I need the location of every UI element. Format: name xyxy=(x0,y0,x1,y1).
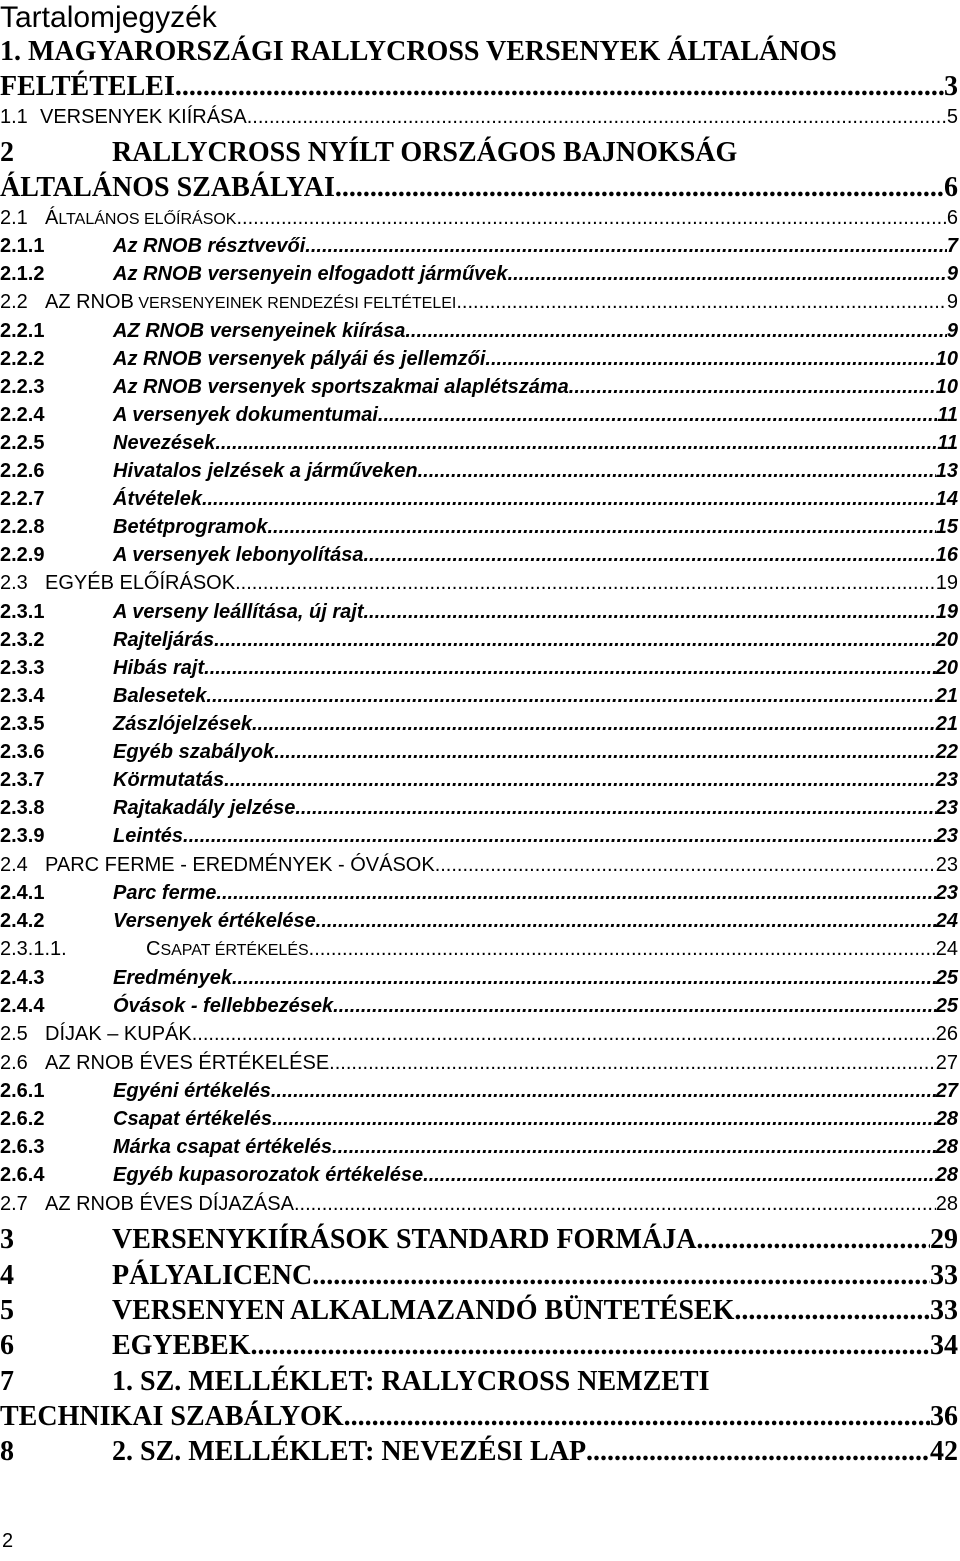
toc-entry-2-3-1-1[interactable] xyxy=(0,938,958,961)
toc-leader xyxy=(214,629,936,652)
toc-entry-2-3-8[interactable] xyxy=(0,797,958,820)
toc-entry-number: 8 xyxy=(0,1436,14,1467)
toc-entry-text: 2. SZ. MELLÉKLET: NEVEZÉSI LAP xyxy=(112,1436,587,1467)
toc-entry-text: FELTÉTELEI xyxy=(0,71,175,102)
toc-entry-number: 4 xyxy=(0,1260,14,1291)
toc-entry-page: 26 xyxy=(935,1023,958,1045)
toc-entry-page: 25 xyxy=(935,967,958,989)
toc-entry-text: Az RNOB versenyek sportszakmai alaplétszáma xyxy=(113,376,569,398)
toc-entry-2-2-4[interactable] xyxy=(0,404,958,427)
toc-entry-page: 23 xyxy=(935,882,958,904)
toc-entry-text: AZ RNOB VERSENYEINEK RENDEZÉSI FELTÉTELEI xyxy=(45,291,457,313)
toc-entry-4[interactable] xyxy=(0,1260,958,1292)
toc-entry-page: 11 xyxy=(937,404,958,426)
toc-title: Tartalomjegyzék xyxy=(0,1,217,34)
toc-entry-text: Óvások - fellebbezések xyxy=(113,995,334,1017)
toc-leader xyxy=(316,910,936,933)
toc-entry-number: 2.4.2 xyxy=(0,910,45,932)
toc-entry-number: 2.2.4 xyxy=(0,404,45,426)
toc-entry-page: 21 xyxy=(935,713,958,735)
toc-entry-text: EGYÉB ELŐÍRÁSOK xyxy=(45,572,236,594)
toc-entry-text: Versenyek értékelése xyxy=(113,910,316,932)
toc-entry-number: 2.2.7 xyxy=(0,488,45,510)
toc-entry-text: Hivatalos jelzések a járműveken xyxy=(113,460,418,482)
toc-entry-text: Az RNOB versenyek pályái és jellemzői xyxy=(113,348,486,370)
toc-entry-text: Az RNOB résztvevői xyxy=(113,235,306,257)
toc-leader xyxy=(224,769,936,792)
toc-entry-text: Az RNOB versenyein elfogadott járművek xyxy=(113,263,508,285)
toc-leader xyxy=(272,1108,936,1131)
toc-entry-2-7[interactable] xyxy=(0,1193,958,1216)
toc-entry-text: RALLYCROSS NYÍLT ORSZÁGOS BAJNOKSÁG xyxy=(112,137,738,168)
toc-leader xyxy=(586,1436,930,1468)
toc-leader xyxy=(364,544,936,567)
toc-entry-text: VERSENYKIÍRÁSOK STANDARD FORMÁJA xyxy=(112,1224,697,1255)
toc-leader xyxy=(329,1052,936,1075)
toc-leader xyxy=(351,1401,930,1433)
toc-entry-2-3-4[interactable] xyxy=(0,685,958,708)
toc-entry-page: 33 xyxy=(930,1295,958,1326)
toc-entry-number: 2.6.3 xyxy=(0,1136,45,1158)
toc-entry-page: 10 xyxy=(935,348,958,370)
toc-entry-2-5[interactable] xyxy=(0,1023,958,1046)
toc-entry-page: 28 xyxy=(935,1164,958,1186)
toc-entry-number: 2.4.4 xyxy=(0,995,45,1017)
toc-entry-text: AZ RNOB ÉVES ÉRTÉKELÉSE xyxy=(45,1052,330,1074)
toc-entry-2-4-1[interactable] xyxy=(0,882,958,905)
toc-entry-text: Parc ferme xyxy=(113,882,217,904)
toc-entry-2-2-1[interactable] xyxy=(0,320,958,343)
toc-entry-2-3-6[interactable] xyxy=(0,741,958,764)
toc-entry-page: 24 xyxy=(935,910,958,932)
toc-entry-text: AZ RNOB versenyeinek kiírása xyxy=(113,320,406,342)
toc-entry-number: 2.3.3 xyxy=(0,657,45,679)
toc-entry-page: 5 xyxy=(946,106,958,128)
toc-entry-page: 23 xyxy=(935,825,958,847)
toc-leader xyxy=(250,1330,930,1362)
toc-entry-text: PÁLYALICENC xyxy=(112,1260,313,1291)
toc-entry-text: Zászlójelzések xyxy=(113,713,252,735)
toc-entry-page: 10 xyxy=(935,376,958,398)
toc-leader xyxy=(378,404,937,427)
toc-leader xyxy=(204,657,936,680)
toc-entry-number: 7 xyxy=(0,1366,14,1397)
toc-entry-page: 23 xyxy=(935,797,958,819)
toc-entry-page: 34 xyxy=(930,1330,958,1361)
toc-leader xyxy=(456,291,947,314)
toc-entry-number: 1.1 xyxy=(0,106,28,128)
toc-entry-2-2-9[interactable] xyxy=(0,544,958,567)
toc-entry-2-6-4[interactable] xyxy=(0,1164,958,1187)
toc-entry-number: 3 xyxy=(0,1224,14,1255)
toc-entry-text: Egyéb szabályok xyxy=(113,741,275,763)
toc-entry-text: A verseny leállítása, új rajt xyxy=(113,601,364,623)
toc-entry-text: Leintés xyxy=(113,825,184,847)
toc-entry-text: PARC FERME - EREDMÉNYEK - ÓVÁSOK xyxy=(45,854,435,876)
toc-leader xyxy=(423,1164,936,1187)
toc-entry-number: 2.7 xyxy=(0,1193,28,1215)
toc-leader xyxy=(333,995,936,1018)
toc-entry-text: Hibás rajt xyxy=(113,657,205,679)
toc-entry-text: Rajtakadály jelzése xyxy=(113,797,296,819)
toc-entry-2-1-1[interactable] xyxy=(0,235,958,258)
toc-entry-2-4-3[interactable] xyxy=(0,967,958,990)
toc-leader xyxy=(252,713,936,736)
toc-entry-1-line1[interactable]: 1. MAGYARORSZÁGI RALLYCROSS VERSENYEK ÁLTALÁNOS xyxy=(0,36,837,67)
toc-entry-page: 7 xyxy=(946,235,958,257)
toc-entry-text: Egyéb kupasorozatok értékelése xyxy=(113,1164,424,1186)
toc-entry-number: 2.1 xyxy=(0,207,28,229)
toc-entry-number: 2.3.7 xyxy=(0,769,45,791)
toc-entry-text: Egyéni értékelés xyxy=(113,1080,271,1102)
toc-entry-2-3-9[interactable] xyxy=(0,825,958,848)
toc-entry-number: 2.2 xyxy=(0,291,28,313)
toc-entry-page: 11 xyxy=(937,432,958,454)
toc-leader xyxy=(332,1136,936,1159)
toc-leader xyxy=(508,263,947,286)
toc-entry-page: 6 xyxy=(944,172,958,203)
toc-entry-number: 2.2.1 xyxy=(0,320,45,342)
toc-entry-number: 2.3.1.1. xyxy=(0,938,67,960)
toc-entry-8[interactable] xyxy=(0,1436,958,1468)
toc-entry-page: 13 xyxy=(935,460,958,482)
toc-entry-page: 21 xyxy=(935,685,958,707)
toc-entry-number: 2.2.8 xyxy=(0,516,45,538)
toc-entry-number: 2.3.6 xyxy=(0,741,45,763)
toc-leader xyxy=(232,967,936,990)
toc-entry-text: 1. SZ. MELLÉKLET: RALLYCROSS NEMZETI xyxy=(112,1366,710,1397)
toc-entry-2-3[interactable] xyxy=(0,572,958,595)
toc-entry-number: 2.1.1 xyxy=(0,235,45,257)
toc-leader xyxy=(305,235,947,258)
toc-entry-6[interactable] xyxy=(0,1330,958,1362)
toc-leader xyxy=(294,1193,936,1216)
toc-entry-number: 2.2.9 xyxy=(0,544,45,566)
toc-entry-number: 2.4 xyxy=(0,854,28,876)
toc-entry-2-3-1[interactable] xyxy=(0,601,958,624)
toc-leader xyxy=(183,825,936,848)
toc-leader xyxy=(175,71,944,103)
toc-entry-2-1[interactable] xyxy=(0,207,958,230)
toc-entry-text: Rajteljárás xyxy=(113,629,215,651)
toc-entry-text: VERSENYEK KIÍRÁSA xyxy=(40,106,247,128)
toc-entry-page: 20 xyxy=(935,629,958,651)
toc-entry-number: 2.3.2 xyxy=(0,629,45,651)
toc-entry-2-3-3[interactable] xyxy=(0,657,958,680)
toc-leader xyxy=(236,207,946,230)
toc-entry-number: 2.6.2 xyxy=(0,1108,45,1130)
toc-entry-page: 33 xyxy=(930,1260,958,1291)
toc-entry-2-2-7[interactable] xyxy=(0,488,958,511)
toc-entry-2-3-7[interactable] xyxy=(0,769,958,792)
toc-entry-2-2-8[interactable] xyxy=(0,516,958,539)
toc-entry-2-6[interactable] xyxy=(0,1052,958,1075)
toc-entry-page: 28 xyxy=(935,1108,958,1130)
toc-entry-text: DÍJAK – KUPÁK xyxy=(45,1023,192,1045)
toc-entry-2-3-5[interactable] xyxy=(0,713,958,736)
toc-entry-text: Márka csapat értékelés xyxy=(113,1136,333,1158)
toc-entry-page: 28 xyxy=(935,1193,958,1215)
toc-entry-text: TECHNIKAI SZABÁLYOK. xyxy=(0,1401,351,1432)
toc-leader xyxy=(267,516,935,539)
toc-entry-text: A versenyek lebonyolítása xyxy=(113,544,364,566)
toc-entry-2-4-2[interactable] xyxy=(0,910,958,933)
toc-entry-1-1[interactable] xyxy=(0,106,958,129)
toc-leader xyxy=(342,172,944,204)
toc-entry-page: 23 xyxy=(935,769,958,791)
toc-entry-page: 16 xyxy=(935,544,958,566)
toc-entry-2-2-6[interactable] xyxy=(0,460,958,483)
toc-entry-2-1-2[interactable] xyxy=(0,263,958,286)
toc-entry-text: Balesetek xyxy=(113,685,207,707)
toc-entry-number: 2.2.6 xyxy=(0,460,45,482)
toc-entry-page: 42 xyxy=(930,1436,958,1467)
toc-leader xyxy=(485,348,935,371)
toc-leader xyxy=(696,1224,930,1256)
toc-entry-page: 20 xyxy=(935,657,958,679)
toc-entry-number: 2.3.1 xyxy=(0,601,45,623)
toc-entry-page: 19 xyxy=(935,601,958,623)
toc-entry-number: 2.2.3 xyxy=(0,376,45,398)
toc-entry-text: A versenyek dokumentumai xyxy=(113,404,378,426)
toc-entry-page: 28 xyxy=(935,1136,958,1158)
toc-entry-number: 2.2.2 xyxy=(0,348,45,370)
toc-entry-text: CSAPAT ÉRTÉKELÉS xyxy=(146,938,309,960)
toc-entry-text: EGYEBEK xyxy=(112,1330,251,1361)
toc-entry-2-3-2[interactable] xyxy=(0,629,958,652)
toc-leader xyxy=(216,882,935,905)
toc-entry-text: Átvételek xyxy=(113,488,202,510)
toc-entry-page: 3 xyxy=(944,71,958,102)
toc-entry-page: 23 xyxy=(935,854,958,876)
toc-entry-text: ÁLTALÁNOS SZABÁLYAI. xyxy=(0,172,342,203)
toc-entry-text: AZ RNOB ÉVES DÍJAZÁSA xyxy=(45,1193,294,1215)
toc-entry-number: 2.5 xyxy=(0,1023,28,1045)
toc-leader xyxy=(312,1260,930,1292)
toc-entry-page: 15 xyxy=(935,516,958,538)
toc-leader xyxy=(271,1080,936,1103)
toc-leader xyxy=(235,572,936,595)
toc-entry-5[interactable] xyxy=(0,1295,958,1327)
toc-leader xyxy=(247,106,947,129)
toc-entry-2-6-2[interactable] xyxy=(0,1108,958,1131)
toc-leader xyxy=(192,1023,936,1046)
toc-entry-2-4-4[interactable] xyxy=(0,995,958,1018)
toc-entry-text: Betétprogramok xyxy=(113,516,268,538)
toc-entry-text: ÁLTALÁNOS ELŐÍRÁSOK xyxy=(45,207,237,229)
toc-entry-page: 22 xyxy=(935,741,958,763)
toc-entry-number: 2.2.5 xyxy=(0,432,45,454)
toc-entry-page: 25 xyxy=(935,995,958,1017)
toc-entry-page: 9 xyxy=(946,291,958,313)
toc-entry-number: 2.3.5 xyxy=(0,713,45,735)
toc-leader xyxy=(435,854,936,877)
toc-entry-number: 2.6 xyxy=(0,1052,28,1074)
toc-entry-text: Körmutatás xyxy=(113,769,225,791)
toc-entry-2-2[interactable] xyxy=(0,291,958,314)
toc-entry-number: 2.3.4 xyxy=(0,685,45,707)
toc-entry-number: 2.3 xyxy=(0,572,28,594)
toc-leader xyxy=(206,685,935,708)
toc-entry-2-line1[interactable] xyxy=(0,137,958,169)
toc-entry-number: 2 xyxy=(0,137,14,168)
toc-entry-number: 2.4.1 xyxy=(0,882,45,904)
toc-entry-page: 24 xyxy=(935,938,958,960)
toc-entry-2-2-2[interactable] xyxy=(0,348,958,371)
toc-entry-page: 9 xyxy=(946,263,958,285)
toc-leader xyxy=(309,938,936,961)
toc-entry-number: 2.1.2 xyxy=(0,263,45,285)
toc-entry-7-line2[interactable] xyxy=(0,1401,958,1433)
toc-entry-2-4[interactable] xyxy=(0,854,958,877)
toc-leader xyxy=(418,460,936,483)
toc-entry-page: 27 xyxy=(935,1052,958,1074)
toc-leader xyxy=(734,1295,930,1327)
toc-entry-page: 27 xyxy=(935,1080,958,1102)
toc-entry-1-line2[interactable] xyxy=(0,71,958,103)
toc-entry-2-6-1[interactable] xyxy=(0,1080,958,1103)
toc-entry-number: 6 xyxy=(0,1330,14,1361)
toc-entry-text: Nevezések xyxy=(113,432,216,454)
toc-entry-7-line1[interactable] xyxy=(0,1366,958,1398)
toc-entry-number: 2.3.9 xyxy=(0,825,45,847)
toc-leader xyxy=(364,601,936,624)
toc-entry-number: 2.4.3 xyxy=(0,967,45,989)
toc-entry-text: Csapat értékelés xyxy=(113,1108,272,1130)
toc-leader xyxy=(215,432,937,455)
toc-entry-3[interactable] xyxy=(0,1224,958,1256)
toc-entry-page: 36 xyxy=(930,1401,958,1432)
toc-entry-number: 2.6.1 xyxy=(0,1080,45,1102)
toc-entry-text: VERSENYEN ALKALMAZANDÓ BÜNTETÉSEK xyxy=(112,1295,735,1326)
toc-entry-page: 14 xyxy=(935,488,958,510)
toc-leader xyxy=(569,376,936,399)
toc-entry-2-2-3[interactable] xyxy=(0,376,958,399)
toc-leader xyxy=(295,797,935,820)
toc-entry-page: 19 xyxy=(935,572,958,594)
toc-entry-2-2-5[interactable] xyxy=(0,432,958,455)
toc-entry-number: 2.6.4 xyxy=(0,1164,45,1186)
toc-entry-2-6-3[interactable] xyxy=(0,1136,958,1159)
toc-leader xyxy=(202,488,936,511)
toc-entry-page: 6 xyxy=(946,207,958,229)
toc-entry-2-line2[interactable] xyxy=(0,172,958,204)
toc-entry-page: 9 xyxy=(946,320,958,342)
page-number: 2 xyxy=(2,1530,14,1552)
toc-entry-text: Eredmények xyxy=(113,967,232,989)
toc-leader xyxy=(274,741,936,764)
toc-entry-page: 29 xyxy=(930,1224,958,1255)
toc-leader xyxy=(405,320,947,343)
toc-entry-number: 2.3.8 xyxy=(0,797,45,819)
toc-entry-number: 5 xyxy=(0,1295,14,1326)
